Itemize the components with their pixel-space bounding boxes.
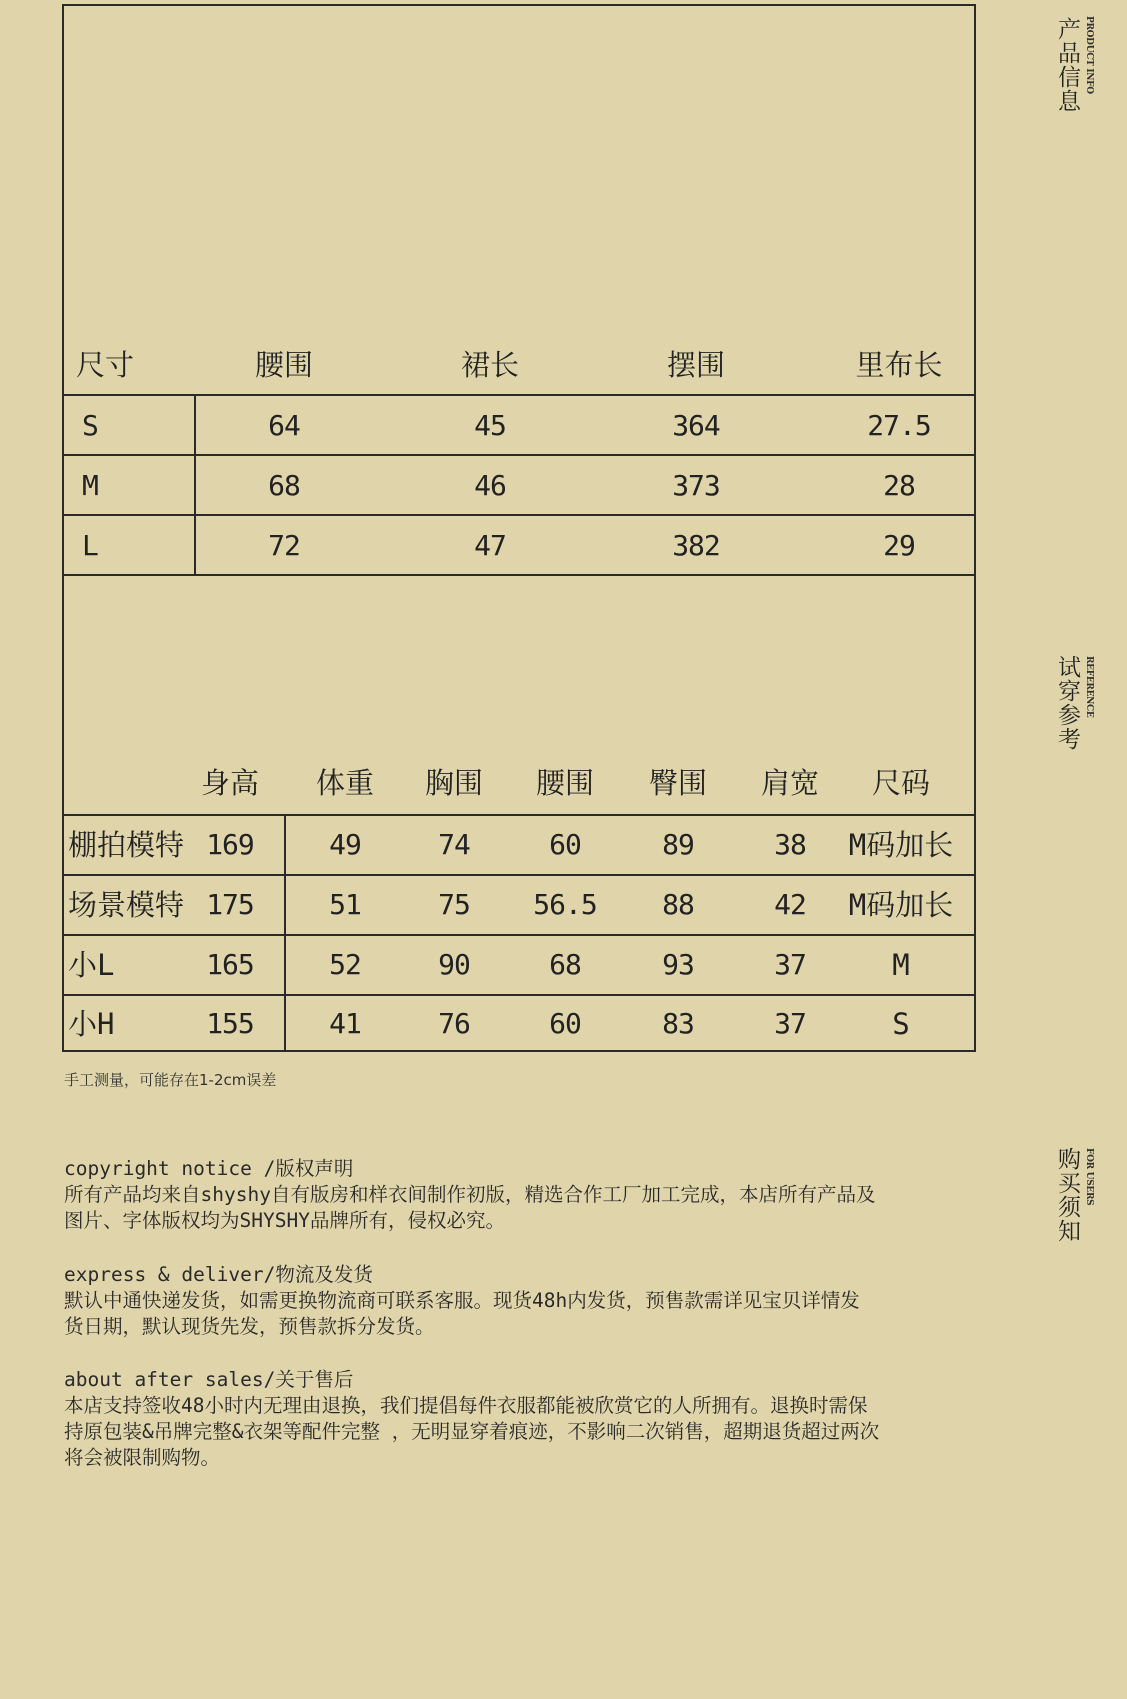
notice-line: 默认中通快递发货，如需更换物流商可联系客服。现货48h内发货，预售款需详见宝贝详情发 bbox=[64, 1289, 860, 1312]
size-header-lining: 里布长 bbox=[855, 348, 943, 382]
model-header-weight: 体重 bbox=[315, 766, 374, 800]
size-cell-lining: 28 bbox=[883, 469, 915, 502]
measure-note: 手工测量，可能存在1-2cm误差 bbox=[64, 1071, 277, 1089]
model-cell-hip: 93 bbox=[662, 948, 694, 981]
model-cell-size: M bbox=[892, 948, 910, 982]
model-cell-hip: 88 bbox=[662, 888, 694, 921]
notice-line: 货日期，默认现货先发，预售款拆分发货。 bbox=[64, 1315, 435, 1338]
model-header-waist: 腰围 bbox=[535, 766, 594, 800]
size-cell-length: 45 bbox=[474, 409, 506, 442]
model-cell-weight: 52 bbox=[329, 948, 361, 981]
model-cell-height: 175 bbox=[206, 888, 254, 921]
model-header-height: 身高 bbox=[200, 766, 259, 800]
model-cell-waist: 60 bbox=[549, 828, 581, 861]
model-header-bust: 胸围 bbox=[424, 766, 483, 800]
model-cell-name: 场景模特 bbox=[68, 888, 185, 922]
notice-title: about after sales/关于售后 bbox=[64, 1368, 354, 1391]
model-header-size: 尺码 bbox=[871, 766, 930, 800]
notice-title: express & deliver/物流及发货 bbox=[64, 1263, 373, 1286]
side-label-reference: 试穿参考 bbox=[1058, 655, 1081, 753]
size-cell-hem: 382 bbox=[672, 529, 720, 562]
model-cell-weight: 41 bbox=[329, 1007, 361, 1040]
model-cell-shoulder: 37 bbox=[774, 948, 806, 981]
size-table-col-divider bbox=[194, 394, 196, 576]
side-label-reference-en: REFERENCE bbox=[1084, 656, 1094, 718]
size-cell-waist: 64 bbox=[268, 409, 300, 442]
notice-line: 图片、字体版权均为SHYSHY品牌所有，侵权必究。 bbox=[64, 1209, 505, 1232]
notice-line: 本店支持签收48小时内无理由退换，我们提倡每件衣服都能被欣赏它的人所拥有。退换时需保 bbox=[64, 1394, 868, 1417]
model-cell-name: 棚拍模特 bbox=[68, 828, 185, 862]
after-sales-notice bbox=[64, 1367, 984, 1471]
side-label-product-info-en: PRODUCT INFO bbox=[1084, 16, 1094, 94]
model-cell-height: 165 bbox=[206, 948, 254, 981]
model-cell-size: S bbox=[892, 1007, 910, 1041]
model-cell-waist: 56.5 bbox=[533, 888, 597, 921]
model-cell-bust: 76 bbox=[438, 1007, 470, 1040]
size-cell-size: M bbox=[82, 469, 98, 502]
side-label-product-info: 产品信息 bbox=[1058, 17, 1081, 115]
model-cell-waist: 68 bbox=[549, 948, 581, 981]
notice-title: copyright notice /版权声明 bbox=[64, 1157, 354, 1180]
copyright-notice bbox=[64, 1156, 984, 1234]
model-cell-hip: 89 bbox=[662, 828, 694, 861]
model-cell-bust: 90 bbox=[438, 948, 470, 981]
size-cell-waist: 72 bbox=[268, 529, 300, 562]
model-cell-weight: 49 bbox=[329, 828, 361, 861]
model-cell-weight: 51 bbox=[329, 888, 361, 921]
size-cell-length: 46 bbox=[474, 469, 506, 502]
size-header-length: 裙长 bbox=[460, 348, 519, 382]
size-cell-size: L bbox=[82, 529, 98, 562]
size-cell-hem: 373 bbox=[672, 469, 720, 502]
size-cell-lining: 27.5 bbox=[867, 409, 931, 442]
size-cell-length: 47 bbox=[474, 529, 506, 562]
size-cell-size: S bbox=[82, 409, 98, 442]
notice-line: 将会被限制购物。 bbox=[64, 1446, 221, 1469]
model-cell-height: 155 bbox=[206, 1007, 254, 1040]
notice-line: 持原包装&吊牌完整&衣架等配件完整 ，无明显穿着痕迹，不影响二次销售，超期退货超过两次 bbox=[64, 1420, 880, 1443]
size-cell-hem: 364 bbox=[672, 409, 720, 442]
model-cell-waist: 60 bbox=[549, 1007, 581, 1040]
model-cell-shoulder: 37 bbox=[774, 1007, 806, 1040]
size-header-waist: 腰围 bbox=[254, 348, 313, 382]
model-cell-shoulder: 42 bbox=[774, 888, 806, 921]
size-header-size: 尺寸 bbox=[76, 348, 135, 382]
model-cell-height: 169 bbox=[206, 828, 254, 861]
model-cell-shoulder: 38 bbox=[774, 828, 806, 861]
notice-line: 所有产品均来自shyshy自有版房和样衣间制作初版，精选合作工厂加工完成，本店所有产品及 bbox=[64, 1183, 876, 1206]
model-cell-bust: 75 bbox=[438, 888, 470, 921]
side-label-for-users-en: FOR USERS bbox=[1084, 1148, 1094, 1206]
model-cell-name: 小L bbox=[68, 948, 115, 982]
model-cell-bust: 74 bbox=[438, 828, 470, 861]
model-cell-size: M码加长 bbox=[848, 888, 954, 922]
express-notice bbox=[64, 1262, 984, 1340]
size-header-hem: 摆围 bbox=[666, 348, 725, 382]
size-cell-waist: 68 bbox=[268, 469, 300, 502]
size-cell-lining: 29 bbox=[883, 529, 915, 562]
model-cell-name: 小H bbox=[68, 1007, 115, 1041]
side-label-for-users: 购买须知 bbox=[1058, 1147, 1081, 1245]
model-table-col-divider bbox=[284, 814, 286, 1052]
model-cell-hip: 83 bbox=[662, 1007, 694, 1040]
model-header-hip: 臀围 bbox=[648, 766, 707, 800]
model-cell-size: M码加长 bbox=[848, 828, 954, 862]
model-header-shoulder: 肩宽 bbox=[760, 766, 819, 800]
